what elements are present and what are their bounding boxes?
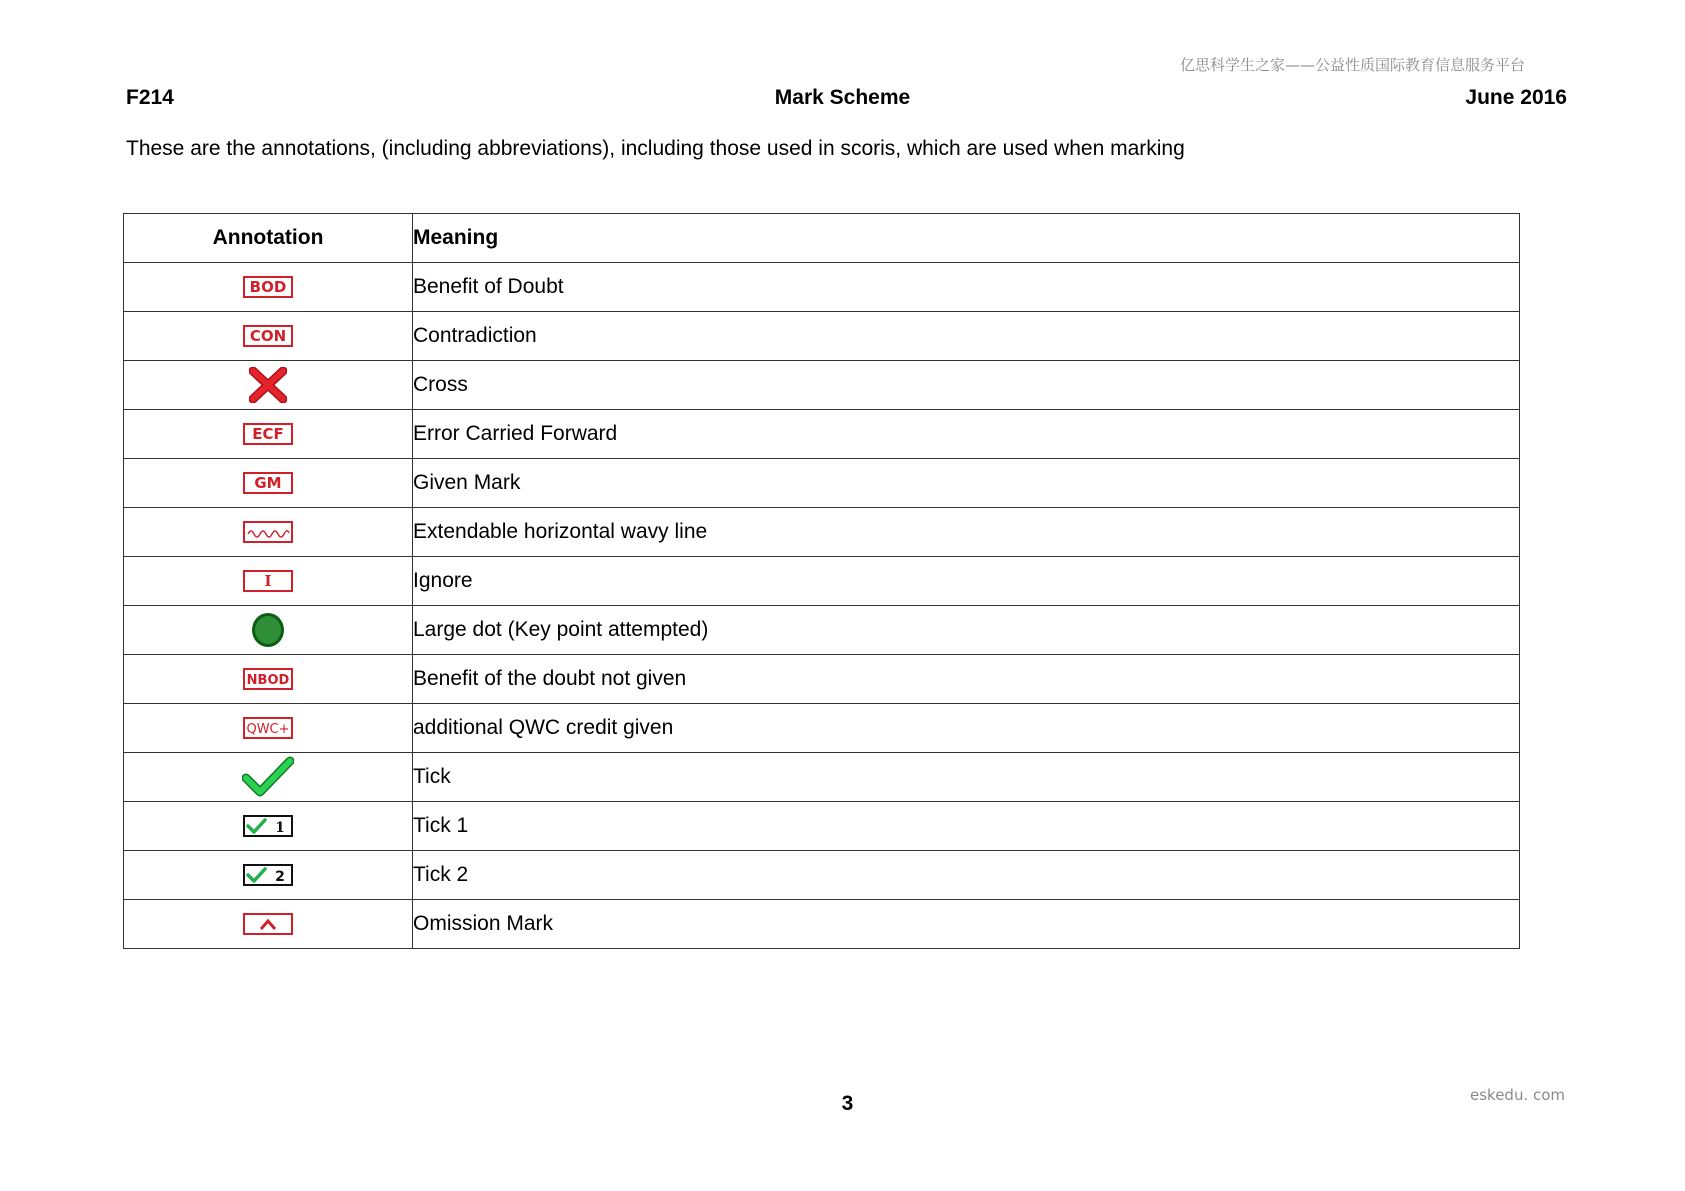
table-row <box>124 361 1520 410</box>
ecf-stamp-icon <box>243 423 293 445</box>
watermark-bottom: eskedu. com <box>1470 1086 1566 1104</box>
intro-text: These are the annotations, (including abbreviations), including those used in scoris, which are used when marking <box>126 137 1185 160</box>
svg-text:2: 2 <box>275 869 285 886</box>
meaning-cell: Contradiction <box>413 312 1520 361</box>
large-dot-icon <box>249 611 287 649</box>
annotation-table <box>123 213 1520 949</box>
table-header-row <box>124 214 1520 263</box>
wavy-line-icon <box>243 521 293 543</box>
meaning-cell: Benefit of Doubt <box>413 263 1520 312</box>
cross-icon <box>249 367 287 403</box>
meaning-cell: Tick 1 <box>413 802 1520 851</box>
table-row <box>124 655 1520 704</box>
meaning-cell: Tick <box>413 753 1520 802</box>
con-stamp-icon <box>243 325 293 347</box>
table-row <box>124 263 1520 312</box>
watermark-top: 亿思科学生之家——公益性质国际教育信息服务平台 <box>1180 56 1526 74</box>
svg-text:CON: CON <box>249 327 287 346</box>
meaning-cell: Cross <box>413 361 1520 410</box>
table-row <box>124 557 1520 606</box>
meaning-cell: Extendable horizontal wavy line <box>413 508 1520 557</box>
header-annotation: Annotation <box>124 214 413 263</box>
table-row <box>124 900 1520 949</box>
table-row <box>124 508 1520 557</box>
meaning-cell: Omission Mark <box>413 900 1520 949</box>
meaning-cell: Large dot (Key point attempted) <box>413 606 1520 655</box>
svg-text:BOD: BOD <box>249 278 287 297</box>
meaning-cell: Tick 2 <box>413 851 1520 900</box>
table-row <box>124 753 1520 802</box>
table-row <box>124 851 1520 900</box>
tick-2-icon <box>243 864 293 886</box>
meaning-cell: Error Carried Forward <box>413 410 1520 459</box>
nbod-stamp-icon <box>243 668 293 690</box>
table-row <box>124 704 1520 753</box>
gm-stamp-icon <box>243 472 293 494</box>
ignore-stamp-icon <box>243 570 293 592</box>
header-date: June 2016 <box>1465 86 1567 109</box>
svg-text:1: 1 <box>275 820 285 837</box>
svg-text:GM: GM <box>254 474 282 493</box>
table-row <box>124 410 1520 459</box>
qwc-plus-stamp-icon <box>243 717 293 739</box>
svg-text:I: I <box>264 572 272 591</box>
table-row <box>124 312 1520 361</box>
page-number: 3 <box>841 1092 854 1115</box>
tick-icon <box>242 756 294 798</box>
tick-1-icon <box>243 815 293 837</box>
header-paper-code: F214 <box>126 86 174 109</box>
table-row <box>124 606 1520 655</box>
svg-text:QWC+: QWC+ <box>246 722 290 738</box>
omission-mark-icon <box>243 913 293 935</box>
meaning-cell: Benefit of the doubt not given <box>413 655 1520 704</box>
meaning-cell: Ignore <box>413 557 1520 606</box>
table-row <box>124 802 1520 851</box>
header-title: Mark Scheme <box>774 86 911 109</box>
svg-text:NBOD: NBOD <box>246 673 290 689</box>
bod-stamp-icon <box>243 276 293 298</box>
meaning-cell: Given Mark <box>413 459 1520 508</box>
header-meaning: Meaning <box>413 214 1520 263</box>
svg-text:ECF: ECF <box>252 425 284 444</box>
meaning-cell: additional QWC credit given <box>413 704 1520 753</box>
table-row <box>124 459 1520 508</box>
